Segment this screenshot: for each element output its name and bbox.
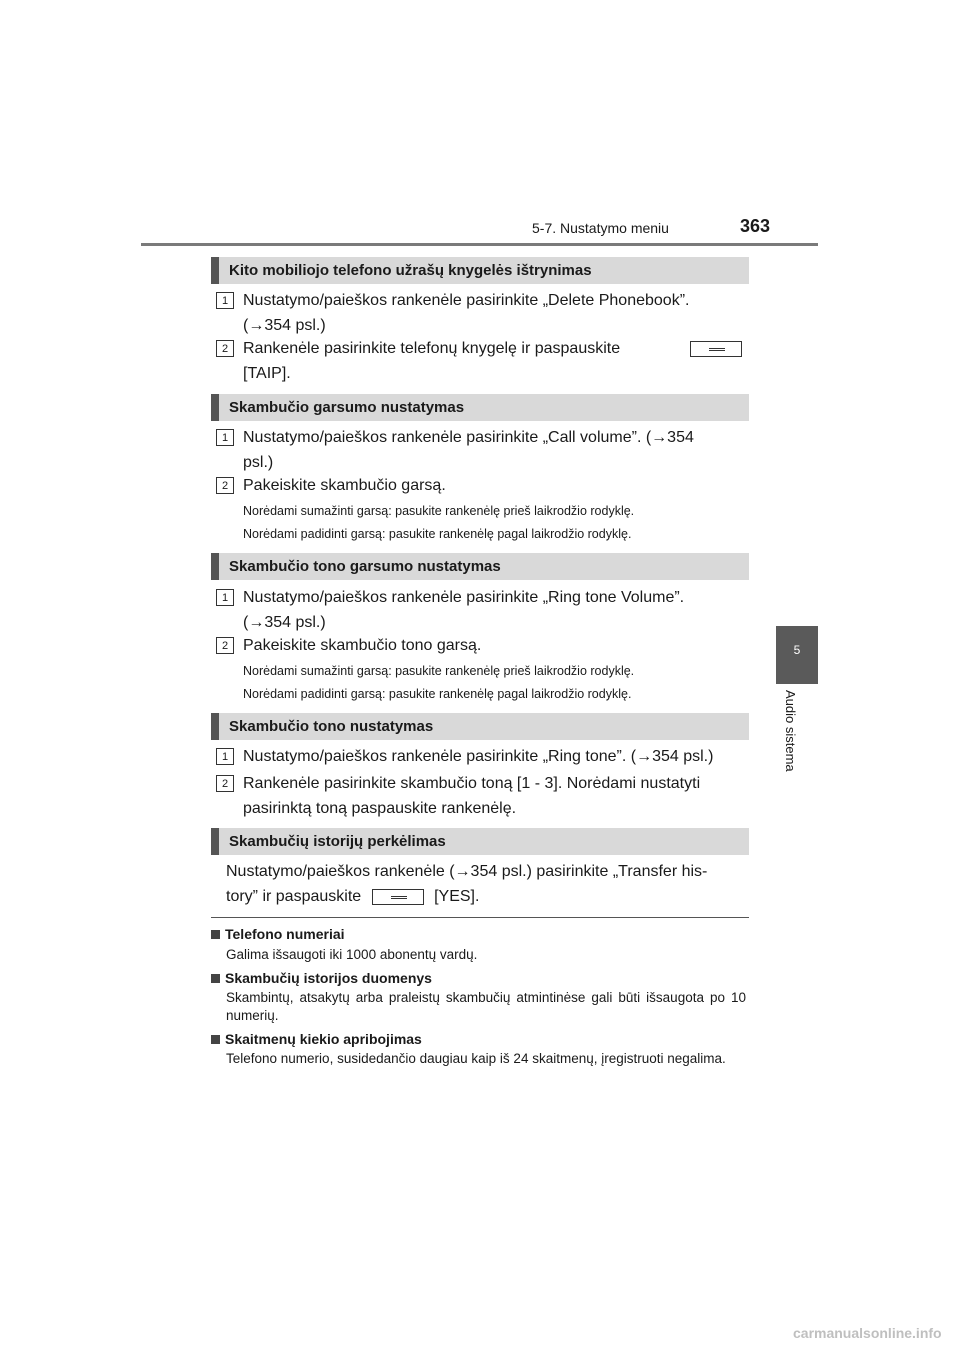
step-number: 2 xyxy=(216,775,234,792)
step-number: 1 xyxy=(216,748,234,765)
step-line: Nustatymo/paieškos rankenėle pasirinkite „Ring tone Volume”. xyxy=(243,589,685,606)
section-line: Nustatymo/paieškos rankenėle (→354 psl.) pasirinkite „Transfer his- xyxy=(226,863,708,880)
step-line: Nustatymo/paieškos rankenėle pasirinkite „Delete Phonebook”. xyxy=(243,292,690,309)
step-number: 2 xyxy=(216,340,234,357)
faq-title xyxy=(211,926,345,942)
step-line-text: Rankenėle pasirinkite telefonų knygelę ir paspauskite xyxy=(243,340,621,357)
faq-title-text: Skaitmenų kiekio apribojimas xyxy=(225,1031,422,1047)
step-text: Pakeiskite skambučio garsą. xyxy=(243,477,446,494)
step-line: psl.) xyxy=(243,454,274,471)
section-title: Skambučių istorijų perkėlimas xyxy=(211,828,749,855)
step-number: 2 xyxy=(216,477,234,494)
step-text xyxy=(243,771,746,821)
header-section-title: 5-7. Nustatymo meniu xyxy=(532,220,669,236)
faq-title xyxy=(211,1031,422,1047)
faq-body: Galima išsaugoti iki 1000 abonentų vardų. xyxy=(226,947,478,962)
note: Norėdami sumažinti garsą: pasukite rankenėlę prieš laikrodžio rodyklę. xyxy=(243,664,635,678)
step-line: (→354 psl.) xyxy=(243,317,326,334)
step-number: 1 xyxy=(216,429,234,446)
step-line: Nustatymo/paieškos rankenėle pasirinkite „Call volume”. (→354 xyxy=(243,429,694,446)
watermark: carmanualsonline.info xyxy=(793,1325,942,1341)
step-number: 1 xyxy=(216,292,234,309)
section-line xyxy=(226,884,746,909)
section-line-text: [YES]. xyxy=(434,888,480,905)
step-text: Pakeiskite skambučio tono garsą. xyxy=(243,637,482,654)
enter-button-icon xyxy=(372,889,424,905)
step-line xyxy=(243,336,746,361)
step-text xyxy=(243,336,746,386)
bullet-square-icon xyxy=(211,974,220,983)
section-title: Skambučio garsumo nustatymas xyxy=(211,394,749,421)
header-rule xyxy=(141,243,818,246)
section-title: Kito mobiliojo telefono užrašų knygelės ištrynimas xyxy=(211,257,749,284)
faq-title-text: Telefono numeriai xyxy=(225,926,345,942)
faq-body: Telefono numerio, susidedančio daugiau kaip iš 24 skaitmenų, įregistruoti negalima. xyxy=(226,1051,726,1066)
chapter-label: Audio sistema xyxy=(783,690,798,772)
section-text xyxy=(226,859,746,909)
step-text xyxy=(243,288,746,338)
section-title: Skambučio tono nustatymas xyxy=(211,713,749,740)
step-line: [TAIP]. xyxy=(243,365,291,382)
section-title: Skambučio tono garsumo nustatymas xyxy=(211,553,749,580)
step-text xyxy=(243,585,746,635)
bullet-square-icon xyxy=(211,1035,220,1044)
enter-button-icon xyxy=(690,341,742,357)
step-line: pasirinktą toną paspauskite rankenėlę. xyxy=(243,800,517,817)
note: Norėdami padidinti garsą: pasukite rankenėlę pagal laikrodžio rodyklę. xyxy=(243,527,632,541)
faq-title-text: Skambučių istorijos duomenys xyxy=(225,970,432,986)
note: Norėdami sumažinti garsą: pasukite rankenėlę prieš laikrodžio rodyklę. xyxy=(243,504,635,518)
divider xyxy=(211,917,749,918)
faq-title xyxy=(211,970,432,986)
step-number: 1 xyxy=(216,589,234,606)
section-line-text: tory” ir paspauskite xyxy=(226,888,362,905)
bullet-square-icon xyxy=(211,930,220,939)
step-text xyxy=(243,425,746,475)
faq-body: Skambintų, atsakytų arba praleistų skambučių atmintinėse gali būti išsaugota po 10 numerių. xyxy=(226,990,746,1023)
chapter-tab: 5 xyxy=(776,626,818,684)
step-line: (→354 psl.) xyxy=(243,614,326,631)
page-number: 363 xyxy=(740,216,771,236)
note: Norėdami padidinti garsą: pasukite rankenėlę pagal laikrodžio rodyklę. xyxy=(243,687,632,701)
step-number: 2 xyxy=(216,637,234,654)
step-text: Nustatymo/paieškos rankenėle pasirinkite „Ring tone”. (→354 psl.) xyxy=(243,748,714,765)
step-line: Rankenėle pasirinkite skambučio toną [1 - 3]. Norėdami nustatyti xyxy=(243,775,701,792)
